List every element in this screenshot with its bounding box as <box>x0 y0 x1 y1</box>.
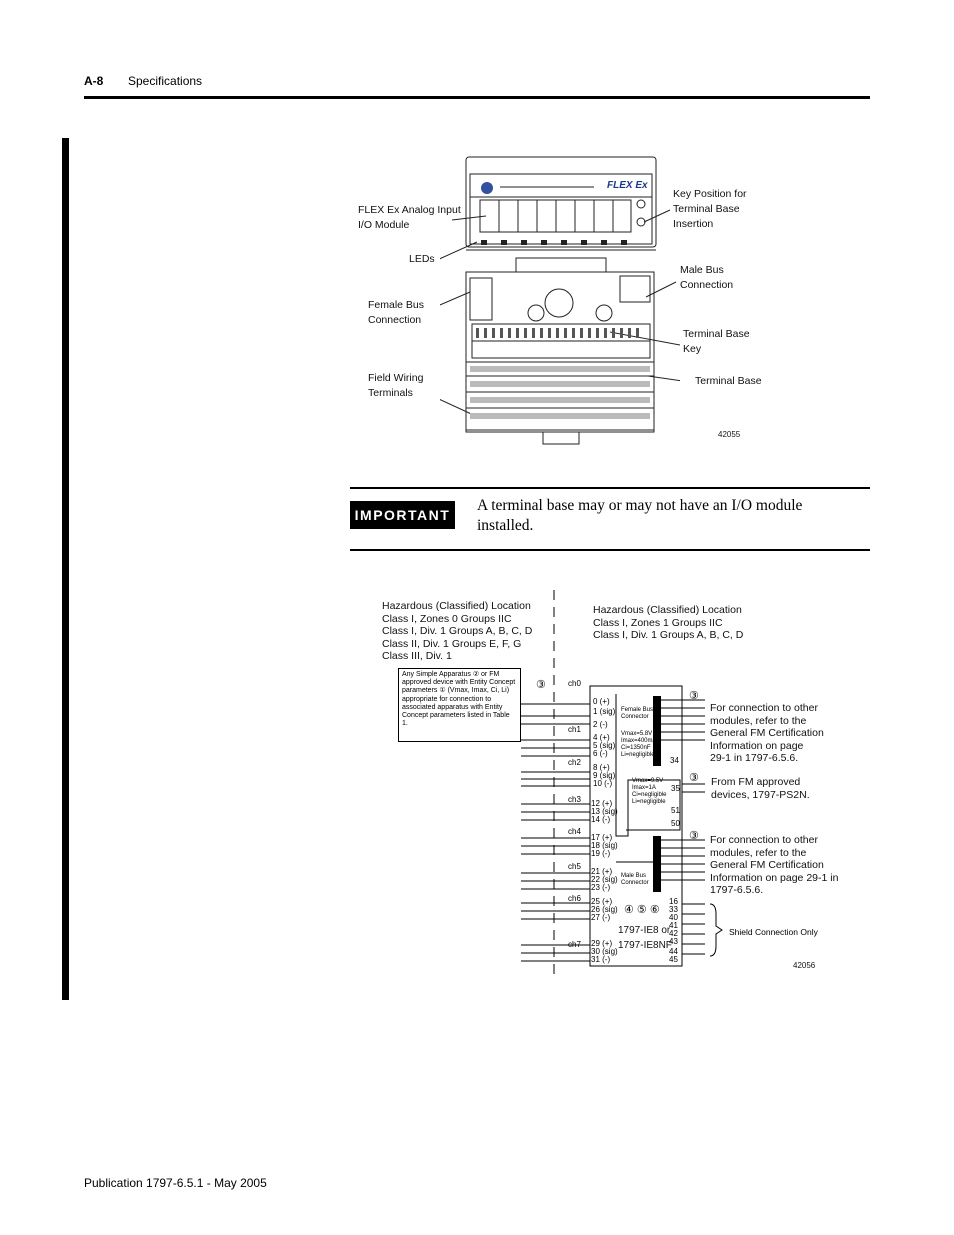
label-field-wiring: Field Wiring Terminals <box>368 372 424 399</box>
pin-label: 22 (sig) <box>591 875 618 884</box>
pin-label: 5 (sig) <box>593 741 616 750</box>
channel-label: ch5 <box>568 862 581 871</box>
module-drawing <box>440 150 680 450</box>
important-badge: IMPORTANT <box>350 501 455 529</box>
channel-label: ch2 <box>568 758 581 767</box>
label-female-bus: Female Bus Connection <box>368 299 425 326</box>
important-rule-bottom <box>350 549 870 551</box>
label-leds: LEDs <box>409 253 435 265</box>
right-pin-label: 42 <box>669 929 678 938</box>
female-connector-label: Female Bus Connector <box>621 707 654 720</box>
pin-label: 30 (sig) <box>591 947 618 956</box>
channel-label: ch0 <box>568 679 581 688</box>
right-pin-label: 34 <box>670 756 679 765</box>
label-terminal-base-key: Terminal Base Key <box>683 328 750 355</box>
section-title: Specifications <box>128 74 203 88</box>
pin-label: 23 (-) <box>591 883 611 892</box>
right-pin-label: 43 <box>669 937 678 946</box>
right-pin-label: 41 <box>669 921 678 930</box>
publication-footer: Publication 1797-6.5.1 - May 2005 <box>84 1176 267 1190</box>
pin-label: 10 (-) <box>593 779 613 788</box>
pin-label: 1 (sig) <box>593 707 616 716</box>
channel-label: ch7 <box>568 940 581 949</box>
label-terminal-base: Terminal Base <box>695 375 762 387</box>
notes-circled: ④ ⑤ ⑥ <box>624 904 660 916</box>
right-note-1: For connection to other modules, refer to the General FM Certification Information on page 29-1 in 1797-6.5.6. <box>710 702 824 764</box>
right-pin-label: 16 <box>669 897 678 906</box>
power-supply-specs: Vmax=9.5V Imax=1A Ci=negligible Li=negligible <box>632 778 667 805</box>
circled-3-bottom: ③ <box>689 830 699 842</box>
pin-label: 27 (-) <box>591 913 611 922</box>
male-connector-label: Male Bus Connector <box>621 873 649 886</box>
pin-label: 4 (+) <box>593 733 610 742</box>
right-note-3: For connection to other modules, refer to the General FM Certification Information on page 29-1 in 1797-6.5.6. <box>710 834 839 896</box>
label-male-bus: Male Bus Connection <box>680 264 734 291</box>
right-pin-label: 44 <box>669 947 678 956</box>
pin-label: 18 (sig) <box>591 841 618 850</box>
pin-label: 25 (+) <box>591 897 613 906</box>
pin-label: 31 (-) <box>591 955 611 964</box>
right-pin-label: 40 <box>669 913 678 922</box>
label-key-position: Key Position for Terminal Base Insertion <box>673 188 747 230</box>
pin-label: 21 (+) <box>591 867 613 876</box>
pin-label: 9 (sig) <box>593 771 616 780</box>
pin-label: 0 (+) <box>593 697 610 706</box>
pin-label: 26 (sig) <box>591 905 618 914</box>
channel-label: ch4 <box>568 827 581 836</box>
header-rule <box>84 96 870 99</box>
important-rule-top <box>350 487 870 489</box>
important-text: A terminal base may or may not have an I/O module installed. <box>477 497 803 534</box>
channel-label: ch3 <box>568 795 581 804</box>
pin-label: 12 (+) <box>591 799 613 808</box>
pin-label: 13 (sig) <box>591 807 618 816</box>
page-number: A-8 <box>84 74 104 88</box>
pin-label: 29 (+) <box>591 939 613 948</box>
zone0-text: Hazardous (Classified) Location Class I, Zones 0 Groups IIC Class I, Div. 1 Groups A, B, C, D Class II, Div. 1 Groups E, F, G Class III, Div. 1 <box>382 600 533 662</box>
right-pin-label: 51 <box>671 806 680 815</box>
module-name: 1797-IE8 or 1797-IE8NF <box>618 925 672 951</box>
entity-note-box: Any Simple Apparatus ② or FM approved device with Entity Concept parameters ① (Vmax, Imax, Ci, Li) appropriate for connection to associated apparatus with Entity Concept parameters listed in Table 1. <box>398 668 521 742</box>
circled-3-left: ③ <box>536 679 546 691</box>
circled-3-mid: ③ <box>689 772 699 784</box>
label-io-module: FLEX Ex Analog Input I/O Module <box>358 204 461 231</box>
channel-label: ch1 <box>568 725 581 734</box>
pin-label: 19 (-) <box>591 849 611 858</box>
pin-label: 2 (-) <box>593 720 608 729</box>
pin-label: 8 (+) <box>593 763 610 772</box>
change-bar <box>62 138 69 1000</box>
figure2-number: 42056 <box>793 961 816 970</box>
shield-label: Shield Connection Only <box>729 927 818 937</box>
right-pin-label: 33 <box>669 905 678 914</box>
right-pin-label: 35 <box>671 784 680 793</box>
right-note-2: From FM approved devices, 1797-PS2N. <box>711 776 810 801</box>
pin-label: 14 (-) <box>591 815 611 824</box>
figure1-number: 42055 <box>718 430 741 439</box>
channel-label: ch6 <box>568 894 581 903</box>
zone1-text: Hazardous (Classified) Location Class I, Zones 1 Groups IIC Class I, Div. 1 Groups A, B, C, D <box>593 604 744 641</box>
pin-label: 6 (-) <box>593 749 608 758</box>
circled-3-top: ③ <box>689 690 699 702</box>
flex-ex-logo: FLEX Ex <box>607 180 648 191</box>
right-pin-label: 45 <box>669 955 678 964</box>
female-connector-specs: Vmax=5.8V Imax=400mA Ci=1350nF Li=negligible <box>621 731 657 758</box>
pin-label: 17 (+) <box>591 833 613 842</box>
right-pin-label: 50 <box>671 819 680 828</box>
